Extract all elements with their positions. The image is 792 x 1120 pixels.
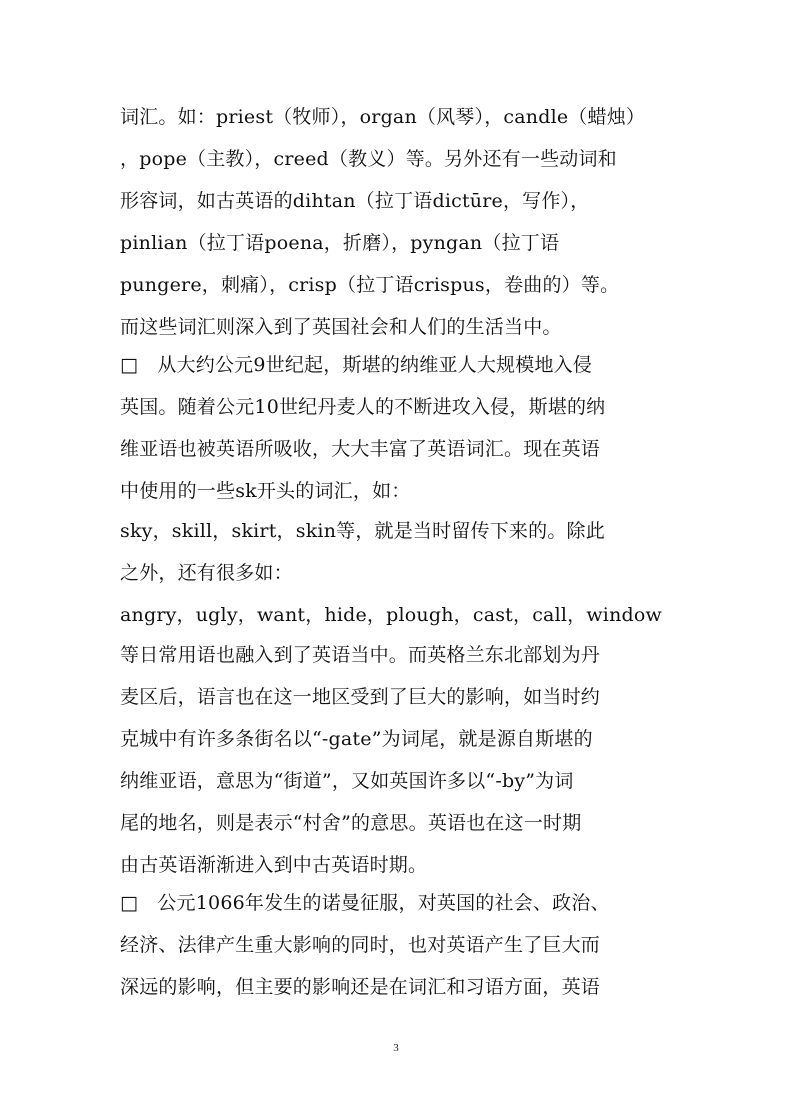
text-line-2: ，pope（主教），creed（教义）等。另外还有一些动词和 xyxy=(120,148,617,170)
text-line-14: 等日常用语也融入到了英语当中。而英格兰东北部划为丹 xyxy=(120,644,601,666)
text-line-15: 麦区后，语言也在这一地区受到了巨大的影响，如当时约 xyxy=(120,686,601,708)
text-line-13: angry，ugly，want，hide，plough，cast，call，window xyxy=(120,604,662,626)
text-line-3: 形容词，如古英语的dihtan（拉丁语dictūre，写作）， xyxy=(120,190,590,212)
text-line-6: 而这些词汇则深入到了英国社会和人们的生活当中。 xyxy=(120,316,562,338)
text-line-9: 维亚语也被英语所吸收，大大丰富了英语词汇。现在英语 xyxy=(120,438,601,460)
text-line-11: sky，skill，skirt，skin等，就是当时留传下来的。除此 xyxy=(120,520,605,542)
text-line-7: □ 从大约公元9世纪起，斯堪的纳维亚人大规模地入侵 xyxy=(120,354,593,376)
text-line-22: 深远的影响，但主要的影响还是在词汇和习语方面，英语 xyxy=(120,976,601,998)
page-number: 3 xyxy=(393,1042,399,1054)
text-line-4: pinlian（拉丁语poena，折磨），pyngan（拉丁语 xyxy=(120,232,560,254)
text-line-1: 词汇。如：priest（牧师），organ（风琴），candle（蜡烛） xyxy=(120,106,646,128)
text-line-16: 克城中有许多条街名以“-gate”为词尾，就是源自斯堪的 xyxy=(120,728,593,750)
text-line-17: 纳维亚语，意思为“街道”，又如英国许多以“-by”为词 xyxy=(120,770,574,792)
text-line-5: pungere，刺痛），crisp（拉丁语crispus，卷曲的）等。 xyxy=(120,274,620,296)
text-line-21: 经济、法律产生重大影响的同时，也对英语产生了巨大而 xyxy=(120,934,601,956)
text-line-8: 英国。随着公元10世纪丹麦人的不断进攻入侵，斯堪的纳 xyxy=(120,396,606,418)
text-line-12: 之外，还有很多如： xyxy=(120,562,293,584)
text-line-18: 尾的地名，则是表示“村舍”的意思。英语也在这一时期 xyxy=(120,812,582,834)
text-line-10: 中使用的一些sk开头的词汇，如： xyxy=(120,480,411,502)
text-line-20: □ 公元1066年发生的诺曼征服，对英国的社会、政治、 xyxy=(120,892,610,914)
text-line-19: 由古英语渐渐进入到中古英语时期。 xyxy=(120,854,428,876)
